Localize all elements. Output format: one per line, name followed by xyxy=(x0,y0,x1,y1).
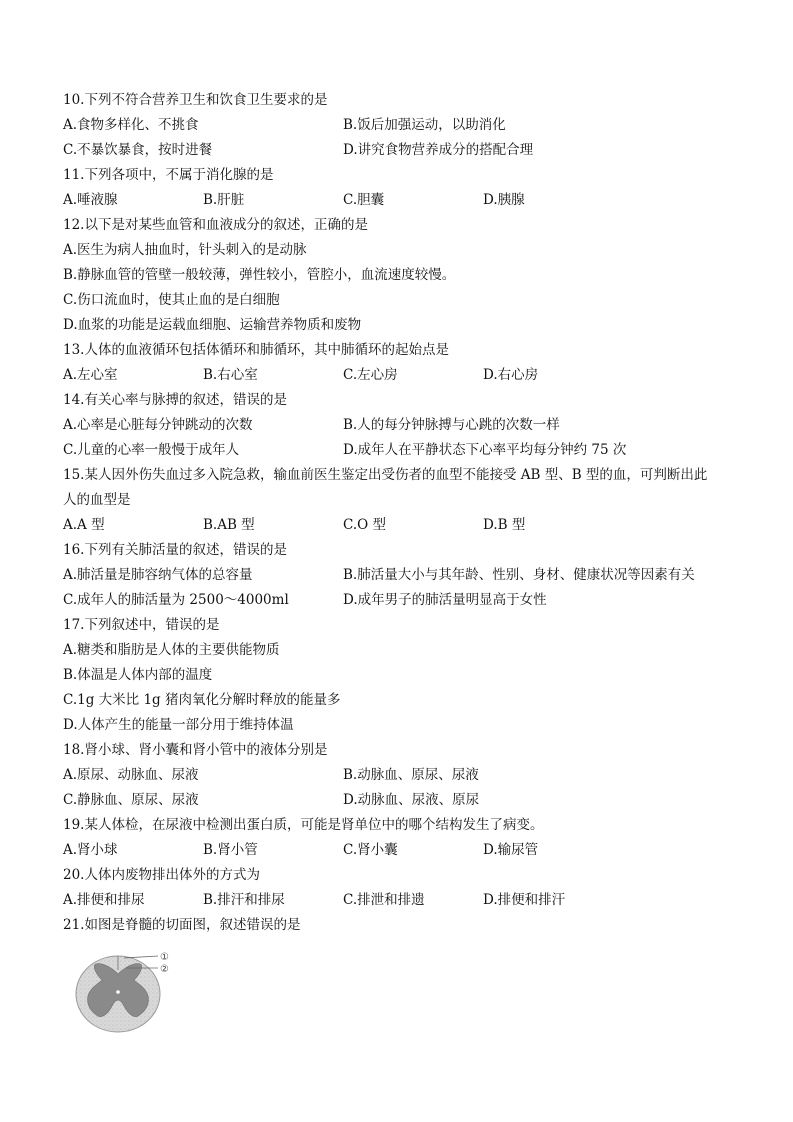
q14-option-d: D.成年人在平静状态下心率平均每分钟约 75 次 xyxy=(343,442,627,458)
question-10-stem: 10.下列不符合营养卫生和饮食卫生要求的是 xyxy=(63,92,328,108)
q12-option-d: D.血浆的功能是运载血细胞、运输营养物质和废物 xyxy=(63,317,362,333)
question-21-stem: 21.如图是脊髓的切面图，叙述错误的是 xyxy=(63,917,301,933)
q13-option-d: D.右心房 xyxy=(483,367,539,383)
q18-option-b: B.动脉血、原尿、尿液 xyxy=(343,767,479,783)
q19-option-c: C.肾小囊 xyxy=(343,842,398,858)
q17-option-c: C.1g 大米比 1g 猪肉氧化分解时释放的能量多 xyxy=(63,692,341,708)
q14-option-a: A.心率是心脏每分钟跳动的次数 xyxy=(63,417,253,433)
question-20-stem: 20.人体内废物排出体外的方式为 xyxy=(63,867,260,883)
q11-option-c: C.胆囊 xyxy=(343,192,385,208)
q20-option-c: C.排泄和排遗 xyxy=(343,892,425,908)
q14-option-b: B.人的每分钟脉搏与心跳的次数一样 xyxy=(343,417,560,433)
q11-option-a: A.唾液腺 xyxy=(63,192,118,208)
figure-label-1: ① xyxy=(160,952,169,963)
q10-option-a: A.食物多样化、不挑食 xyxy=(63,117,199,133)
q11-option-d: D.胰腺 xyxy=(483,192,525,208)
question-12-stem: 12.以下是对某些血管和血液成分的叙述，正确的是 xyxy=(63,217,368,233)
central-canal xyxy=(116,990,120,994)
q20-option-b: B.排汗和排尿 xyxy=(203,892,285,908)
q10-option-b: B.饭后加强运动，以助消化 xyxy=(343,117,506,133)
q13-option-c: C.左心房 xyxy=(343,367,398,383)
q18-option-a: A.原尿、动脉血、尿液 xyxy=(63,767,199,783)
q18-option-d: D.动脉血、尿液、原尿 xyxy=(343,792,480,808)
question-14-stem: 14.有关心率与脉搏的叙述，错误的是 xyxy=(63,392,287,408)
q10-option-c: C.不暴饮暴食，按时进餐 xyxy=(63,142,213,158)
figure-label-2: ② xyxy=(160,964,169,975)
q20-option-d: D.排便和排汗 xyxy=(483,892,566,908)
q19-option-a: A.肾小球 xyxy=(63,842,118,858)
question-15-stem-cont: 人的血型是 xyxy=(63,492,131,508)
q15-option-a: A.A 型 xyxy=(63,517,105,533)
question-19-stem: 19.某人体检，在尿液中检测出蛋白质，可能是肾单位中的哪个结构发生了病变。 xyxy=(63,817,544,833)
q11-option-b: B.肝脏 xyxy=(203,192,245,208)
q10-option-d: D.讲究食物营养成分的搭配合理 xyxy=(343,142,534,158)
q15-option-d: D.B 型 xyxy=(483,517,526,533)
question-13-stem: 13.人体的血液循环包括体循环和肺循环，其中肺循环的起始点是 xyxy=(63,342,449,358)
q19-option-b: B.肾小管 xyxy=(203,842,258,858)
q13-option-a: A.左心室 xyxy=(63,367,118,383)
q18-option-c: C.静脉血、原尿、尿液 xyxy=(63,792,199,808)
q16-option-a: A.肺活量是肺容纳气体的总容量 xyxy=(63,567,253,583)
q12-option-b: B.静脉血管的管壁一般较薄，弹性较小，管腔小，血流速度较慢。 xyxy=(63,267,456,283)
q20-option-a: A.排便和排尿 xyxy=(63,892,145,908)
question-11-stem: 11.下列各项中，不属于消化腺的是 xyxy=(63,167,274,183)
q13-option-b: B.右心室 xyxy=(203,367,258,383)
q19-option-d: D.输尿管 xyxy=(483,842,539,858)
question-18-stem: 18.肾小球、肾小囊和肾小管中的液体分别是 xyxy=(63,742,328,758)
q15-option-c: C.O 型 xyxy=(343,517,386,533)
spinal-cord-figure xyxy=(72,948,184,1036)
q15-option-b: B.AB 型 xyxy=(203,517,255,533)
q14-option-c: C.儿童的心率一般慢于成年人 xyxy=(63,442,240,458)
q17-option-d: D.人体产生的能量一部分用于维持体温 xyxy=(63,717,294,733)
question-17-stem: 17.下列叙述中，错误的是 xyxy=(63,617,220,633)
question-16-stem: 16.下列有关肺活量的叙述，错误的是 xyxy=(63,542,287,558)
q16-option-d: D.成年男子的肺活量明显高于女性 xyxy=(343,592,547,608)
q12-option-c: C.伤口流血时，使其止血的是白细胞 xyxy=(63,292,280,308)
q17-option-a: A.糖类和脂肪是人体的主要供能物质 xyxy=(63,642,280,658)
q16-option-b: B.肺活量大小与其年龄、性别、身材、健康状况等因素有关 xyxy=(343,567,695,583)
q16-option-c: C.成年人的肺活量为 2500～4000ml xyxy=(63,592,289,608)
question-15-stem: 15.某人因外伤失血过多入院急救，输血前医生鉴定出受伤者的血型不能接受 AB 型、B 型的血，可判断出此 xyxy=(63,467,708,483)
q12-option-a: A.医生为病人抽血时，针头刺入的是动脉 xyxy=(63,242,307,258)
q17-option-b: B.体温是人体内部的温度 xyxy=(63,667,213,683)
